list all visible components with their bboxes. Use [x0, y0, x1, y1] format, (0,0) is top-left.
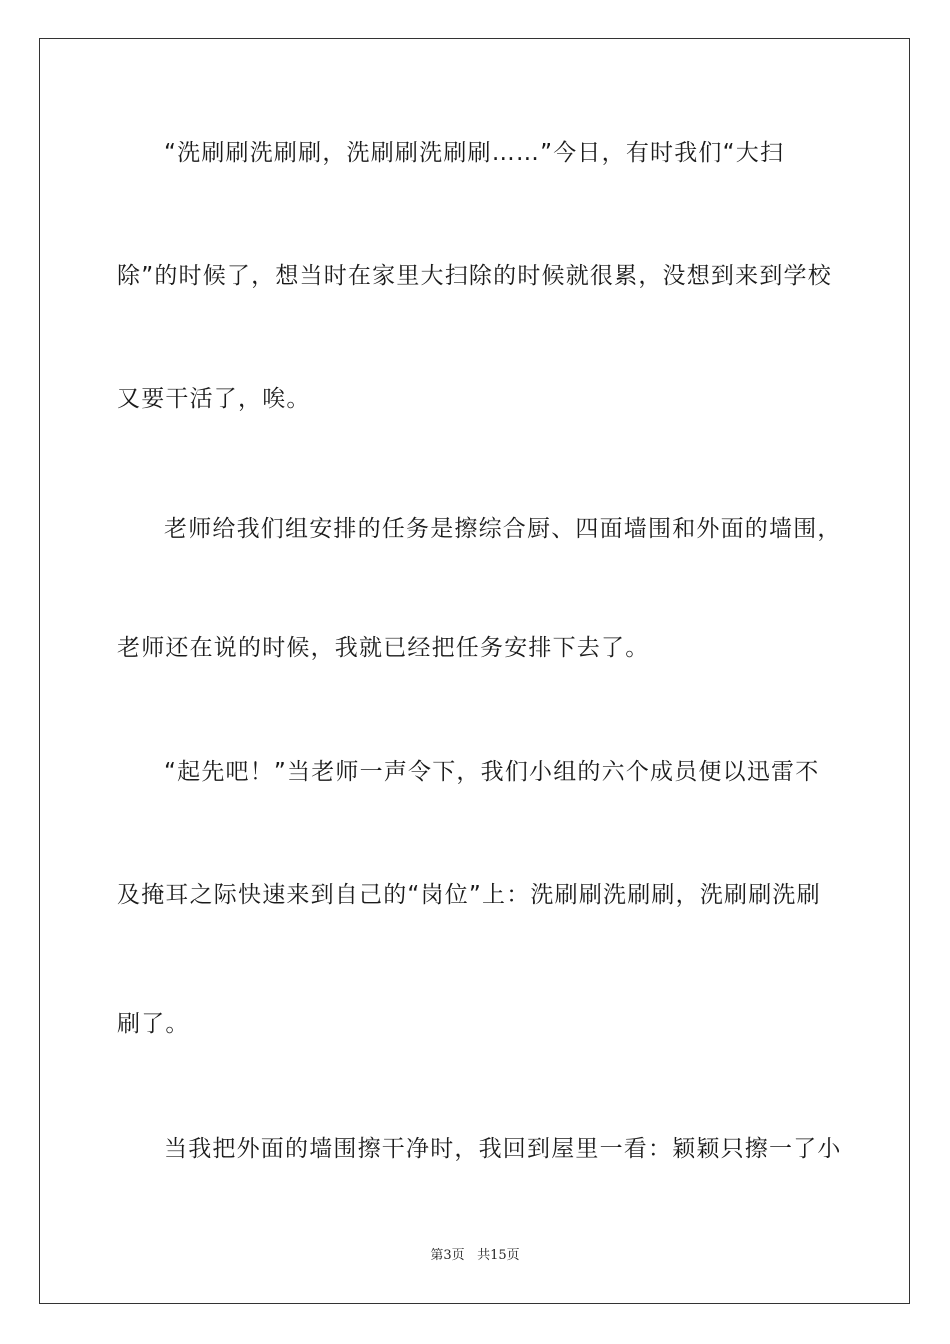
paragraph-3-line-2: 及掩耳之际快速来到自己的“岗位”上：洗刷刷洗刷刷，洗刷刷洗刷: [117, 882, 821, 908]
paragraph-1-line-3: 又要干活了，唉。: [117, 386, 311, 412]
page-frame: [39, 38, 910, 1304]
paragraph-3-line-3: 刷了。: [117, 1011, 190, 1037]
page-number: 第3页: [430, 1248, 465, 1263]
paragraph-1-line-2: 除”的时候了，想当时在家里大扫除的时候就很累，没想到来到学校: [117, 263, 832, 289]
paragraph-4-line-1: 当我把外面的墙围擦干净时，我回到屋里一看：颖颖只擦一了小: [164, 1136, 842, 1162]
paragraph-2-line-1: 老师给我们组安排的任务是擦综合厨、四面墙围和外面的墙围，: [164, 516, 842, 542]
page-footer: [0, 1247, 950, 1265]
paragraph-1-line-1: “洗刷刷洗刷刷，洗刷刷洗刷刷……”今日，有时我们“大扫: [164, 140, 785, 166]
page-total: 共15页: [477, 1248, 520, 1263]
paragraph-2-line-2: 老师还在说的时候，我就已经把任务安排下去了。: [117, 635, 650, 661]
paragraph-3-line-1: “起先吧！”当老师一声令下，我们小组的六个成员便以迅雷不: [164, 759, 820, 785]
